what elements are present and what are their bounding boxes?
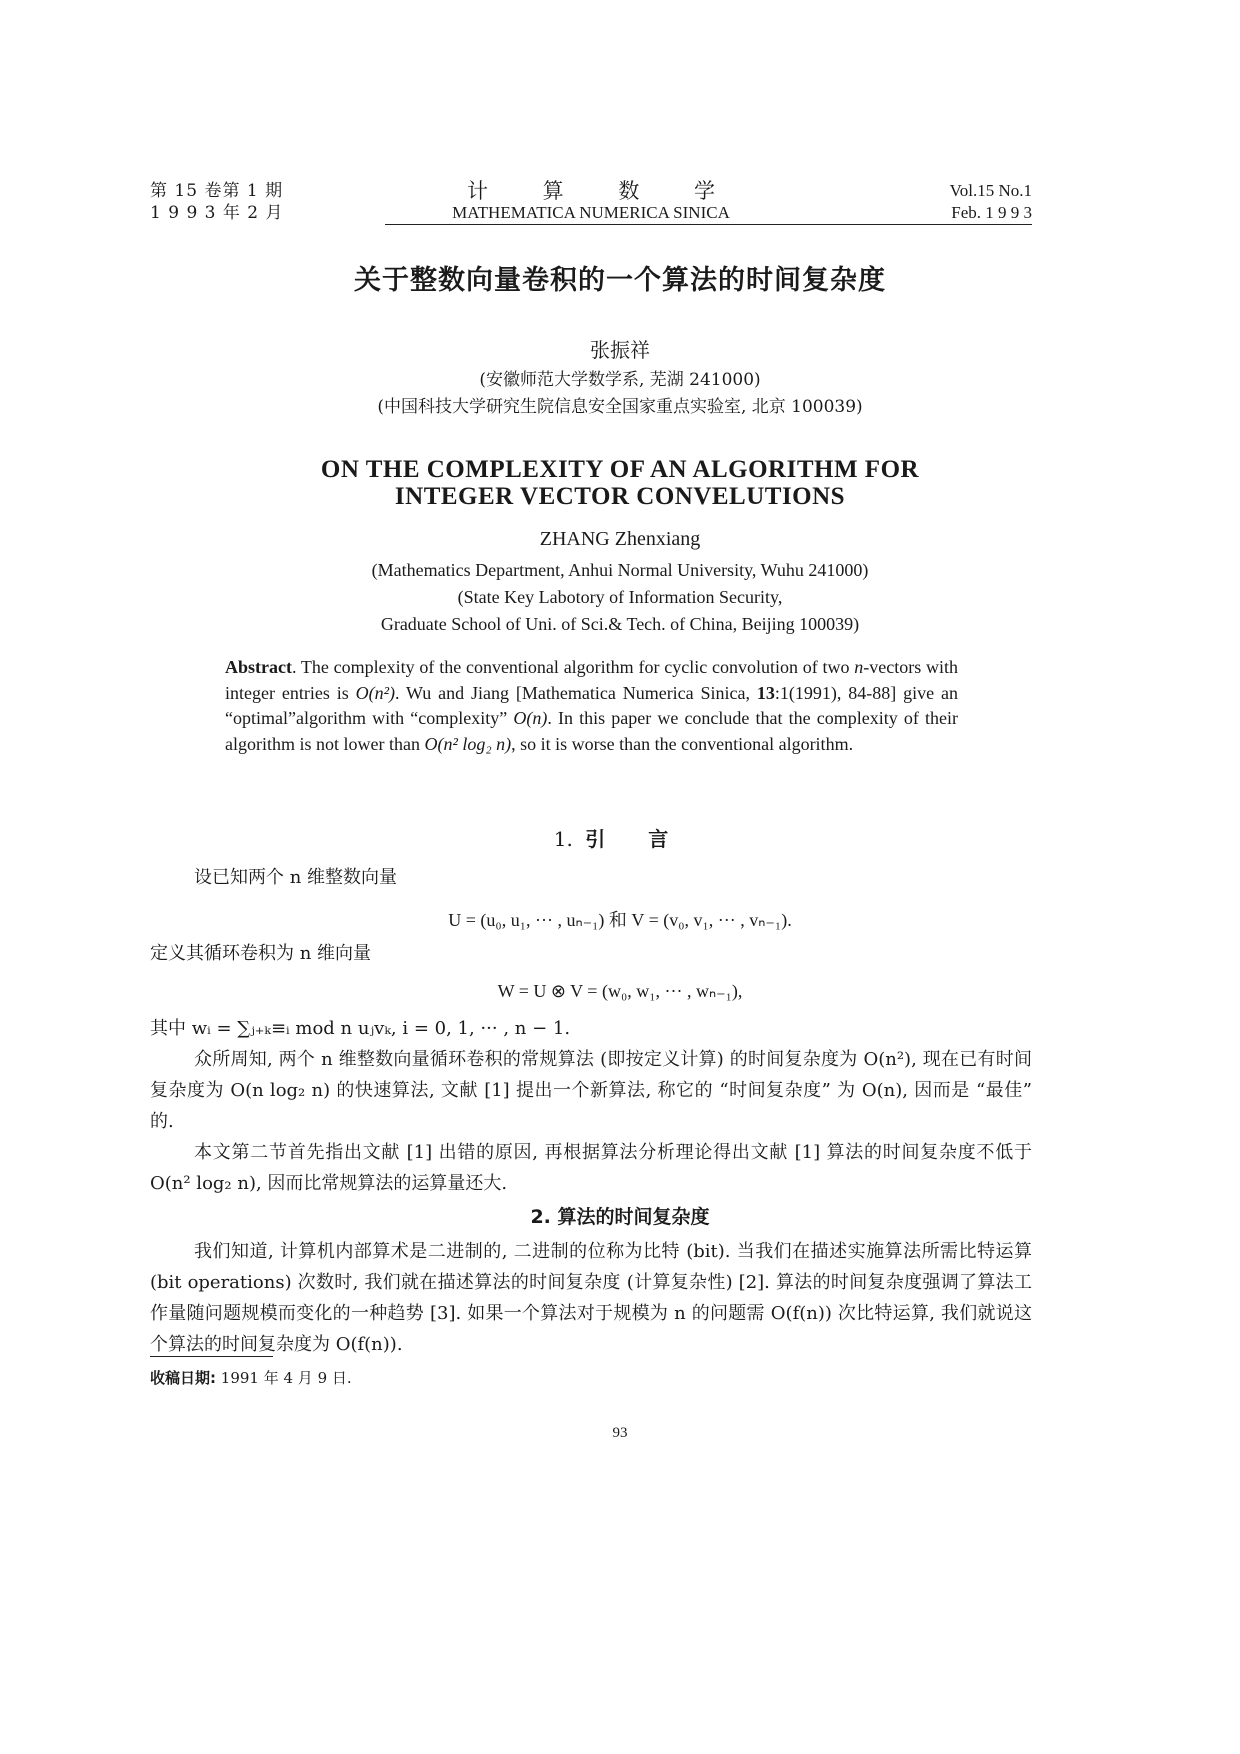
- title-en-line-1: ON THE COMPLEXITY OF AN ALGORITHM FOR: [320, 456, 920, 483]
- page-number: 93: [612, 1425, 628, 1441]
- journal-cn: 计 算 数 学: [466, 179, 740, 203]
- footnote-text: 1991 年 4 月 9 日.: [220, 1369, 352, 1387]
- para-where: [150, 1013, 1032, 1044]
- abstract-volume: 13: [756, 682, 775, 703]
- abstract-text-5: :1(1991), 84-88] give an “optimal”algorithm with “complexity”: [225, 682, 958, 728]
- affiliation-en-2: (State Key Labotory of Information Security,: [457, 587, 783, 607]
- para-4: 我们知道, 计算机内部算术是二进制的, 二进制的位称为比特 (bit). 当我们在描述实施算法所需比特运算 (bit operations) 次数时, 我们就在描述算法的时间复杂度 (计算复杂性) [2]. 算法的时间复杂度强调了算法工作量随问题规模而变化的一种趋势 [3]. 如果一个算法对于规模为 n 的问题需 O(f(n)) 次比特运算, 我们就说这个算法的时间复杂度为 O(f(n)).: [150, 1241, 1032, 1355]
- para-3: 本文第二节首先指出文献 [1] 出错的原因, 再根据算法分析理论得出文献 [1] 算法的时间复杂度不低于 O(n² log₂ n), 因而比常规算法的运算量还大.: [150, 1142, 1032, 1194]
- abstract-text-6: . In this paper we conclude that the complexity of their algorithm is not lower than: [225, 708, 959, 754]
- para-2: 众所周知, 两个 n 维整数向量循环卷积的常规算法 (即按定义计算) 的时间复杂度为 O(n²), 现在已有时间复杂度为 O(n log₂ n) 的快速算法, 文献 [1] 提出一个新算法, 称它的 “时间复杂度” 为 O(n), 因而是 “最佳” 的.: [150, 1049, 1032, 1132]
- affiliation-cn-2: (中国科技大学研究生院信息安全国家重点实验室, 北京 100039): [377, 397, 863, 417]
- title-cn: 关于整数向量卷积的一个算法的时间复杂度: [354, 265, 886, 296]
- footnote-label: 收稿日期:: [150, 1369, 216, 1387]
- equation-1: U = (u₀, u₁, ··· , uₙ₋₁) 和 V = (v₀, v₁, ··· , vₙ₋₁).: [448, 910, 792, 930]
- math-on: O(n): [513, 708, 548, 728]
- title-en: [0, 456, 1240, 510]
- header-rule: [385, 224, 1032, 225]
- section-1-title: 引 言: [585, 827, 687, 851]
- abstract-text-3: . Wu and Jiang [Mathematica Numerica Sinica,: [394, 682, 751, 703]
- section-1-heading: [0, 823, 1240, 852]
- volume-en: Vol.15 No.1: [949, 181, 1032, 200]
- running-header: [150, 180, 1032, 224]
- author-en: ZHANG Zhenxiang: [539, 528, 701, 550]
- para-def: [150, 938, 1032, 969]
- para1-intro: 设已知两个 n 维整数向量: [194, 867, 398, 888]
- section-2-number: 2.: [530, 1206, 551, 1228]
- para1-def: 定义其循环卷积为 n 维向量: [150, 943, 372, 964]
- footnote-rule: [150, 1356, 273, 1357]
- section-2-heading: [0, 1202, 1240, 1229]
- section-1-number: 1.: [553, 827, 573, 851]
- equation-2: W = U ⊗ V = (w₀, w₁, ··· , wₙ₋₁),: [497, 981, 743, 1001]
- math-on2log: O(n² log₂ n): [424, 733, 512, 754]
- volume-cn: 第 15 卷第 1 期: [150, 181, 284, 201]
- journal-en: MATHEMATICA NUMERICA SINICA: [452, 203, 730, 222]
- para1-where: 其中 wᵢ = ∑ⱼ₊ₖ≡ᵢ mod n uⱼvₖ, i = 0, 1, ··· , n − 1.: [150, 1018, 571, 1039]
- math-n: n: [854, 657, 864, 677]
- para-intro: [150, 862, 1032, 893]
- title-en-line-2: INTEGER VECTOR CONVELUTIONS: [394, 483, 846, 510]
- header-right: [950, 180, 1032, 224]
- abstract: [225, 655, 958, 757]
- footnote: [150, 1367, 352, 1388]
- date-en: Feb. 1 9 9 3: [951, 203, 1032, 222]
- math-on2: O(n²): [355, 682, 395, 703]
- affiliation-en-1: (Mathematics Department, Anhui Normal University, Wuhu 241000): [371, 560, 869, 580]
- abstract-text-1: . The complexity of the conventional algorithm for cyclic convolution of two: [291, 657, 850, 677]
- abstract-label: Abstract: [225, 657, 292, 677]
- author-cn: 张振祥: [590, 338, 650, 362]
- affiliation-en-3: Graduate School of Uni. of Sci.& Tech. of China, Beijing 100039): [380, 614, 860, 634]
- abstract-text-7: , so it is worse than the conventional algorithm.: [511, 733, 854, 754]
- abstract-text-2: -vectors with integer entries is: [225, 657, 959, 703]
- header-center: [150, 180, 1032, 224]
- affiliation-cn-1: (安徽师范大学数学系, 芜湖 241000): [479, 370, 761, 390]
- section-2-title: 算法的时间复杂度: [557, 1206, 710, 1228]
- date-cn: 1 9 9 3 年 2 月: [150, 203, 284, 223]
